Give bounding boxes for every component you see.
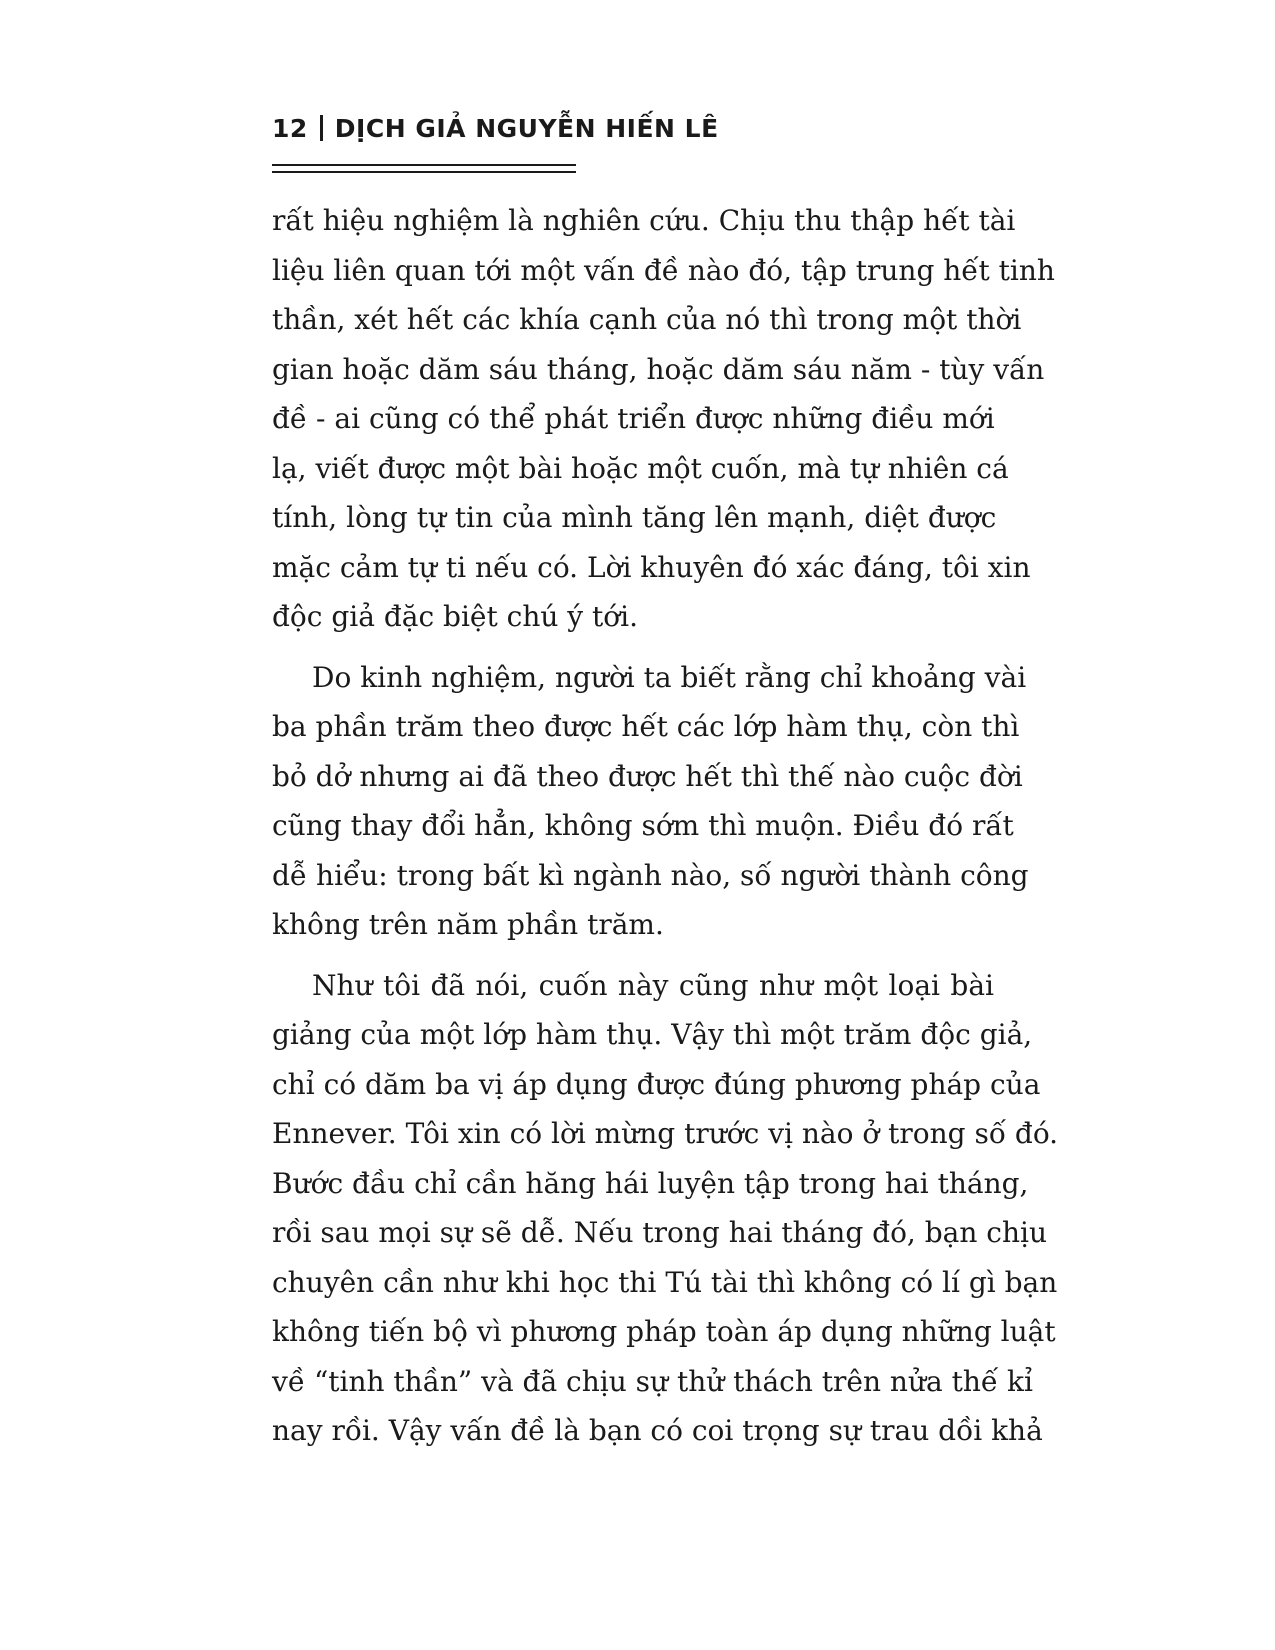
text-line: nay rồi. Vậy vấn đề là bạn có coi trọng sự trau dồi khả (272, 1414, 1043, 1447)
text-line: chỉ có dăm ba vị áp dụng được đúng phương pháp của (272, 1067, 1041, 1101)
text-line: giảng của một lớp hàm thụ. Vậy thì một trăm độc giả, (272, 1018, 1033, 1051)
text-line: bỏ dở nhưng ai đã theo được hết thì thế nào cuộc đời (272, 759, 1023, 793)
text-line: lạ, viết được một bài hoặc một cuốn, mà tự nhiên cá (272, 451, 1009, 485)
text-line: không trên năm phần trăm. (272, 908, 664, 941)
text-line: chuyên cần như khi học thi Tú tài thì không có lí gì bạn (272, 1265, 1058, 1299)
text-line: mặc cảm tự ti nếu có. Lời khuyên đó xác đáng, tôi xin (272, 550, 1031, 584)
text-line: không tiến bộ vì phương pháp toàn áp dụng những luật (272, 1315, 1056, 1348)
text-line: tính, lòng tự tin của mình tăng lên mạnh, diệt được (272, 501, 997, 534)
paragraph-gap (272, 642, 994, 653)
header-rule-bottom (272, 171, 576, 173)
text-line: về “tinh thần” và đã chịu sự thử thách trên nửa thế kỉ (272, 1364, 1033, 1398)
text-line: Bước đầu chỉ cần hăng hái luyện tập trong hai tháng, (272, 1166, 1029, 1200)
text-line: thần, xét hết các khía cạnh của nó thì trong một thời (272, 303, 1022, 336)
text-line: rồi sau mọi sự sẽ dễ. Nếu trong hai tháng đó, bạn chịu (272, 1216, 1047, 1249)
text-line: rất hiệu nghiệm là nghiên cứu. Chịu thu thập hết tài (272, 204, 1016, 237)
text-line: đề - ai cũng có thể phát triển được những điều mới (272, 402, 995, 435)
header-rule-top (272, 164, 576, 166)
paragraph (272, 961, 1059, 1456)
body-text (272, 196, 1059, 1456)
paragraph-gap (272, 950, 994, 961)
header-title: DỊCH GIẢ NGUYỄN HIẾN LÊ (334, 114, 719, 143)
text-line: cũng thay đổi hẳn, không sớm thì muộn. Điều đó rất (272, 809, 1014, 842)
text-line: dễ hiểu: trong bất kì ngành nào, số người thành công (272, 858, 1029, 892)
text-line: Ennever. Tôi xin có lời mừng trước vị nào ở trong số đó. (272, 1117, 1059, 1150)
text-line: độc giả đặc biệt chú ý tới. (272, 600, 638, 633)
text-line: Do kinh nghiệm, người ta biết rằng chỉ khoảng vài (312, 660, 1027, 694)
paragraph (272, 653, 1029, 950)
text-line: gian hoặc dăm sáu tháng, hoặc dăm sáu năm - tùy vấn (272, 352, 1045, 386)
text-line: Như tôi đã nói, cuốn này cũng như một loại bài (312, 968, 994, 1002)
header-separator (320, 115, 323, 141)
text-line: ba phần trăm theo được hết các lớp hàm thụ, còn thì (272, 710, 1020, 743)
paragraph (272, 196, 1055, 642)
text-line: liệu liên quan tới một vấn đề nào đó, tập trung hết tinh (272, 253, 1055, 287)
page-number: 12 (272, 114, 308, 143)
running-header (272, 114, 719, 144)
